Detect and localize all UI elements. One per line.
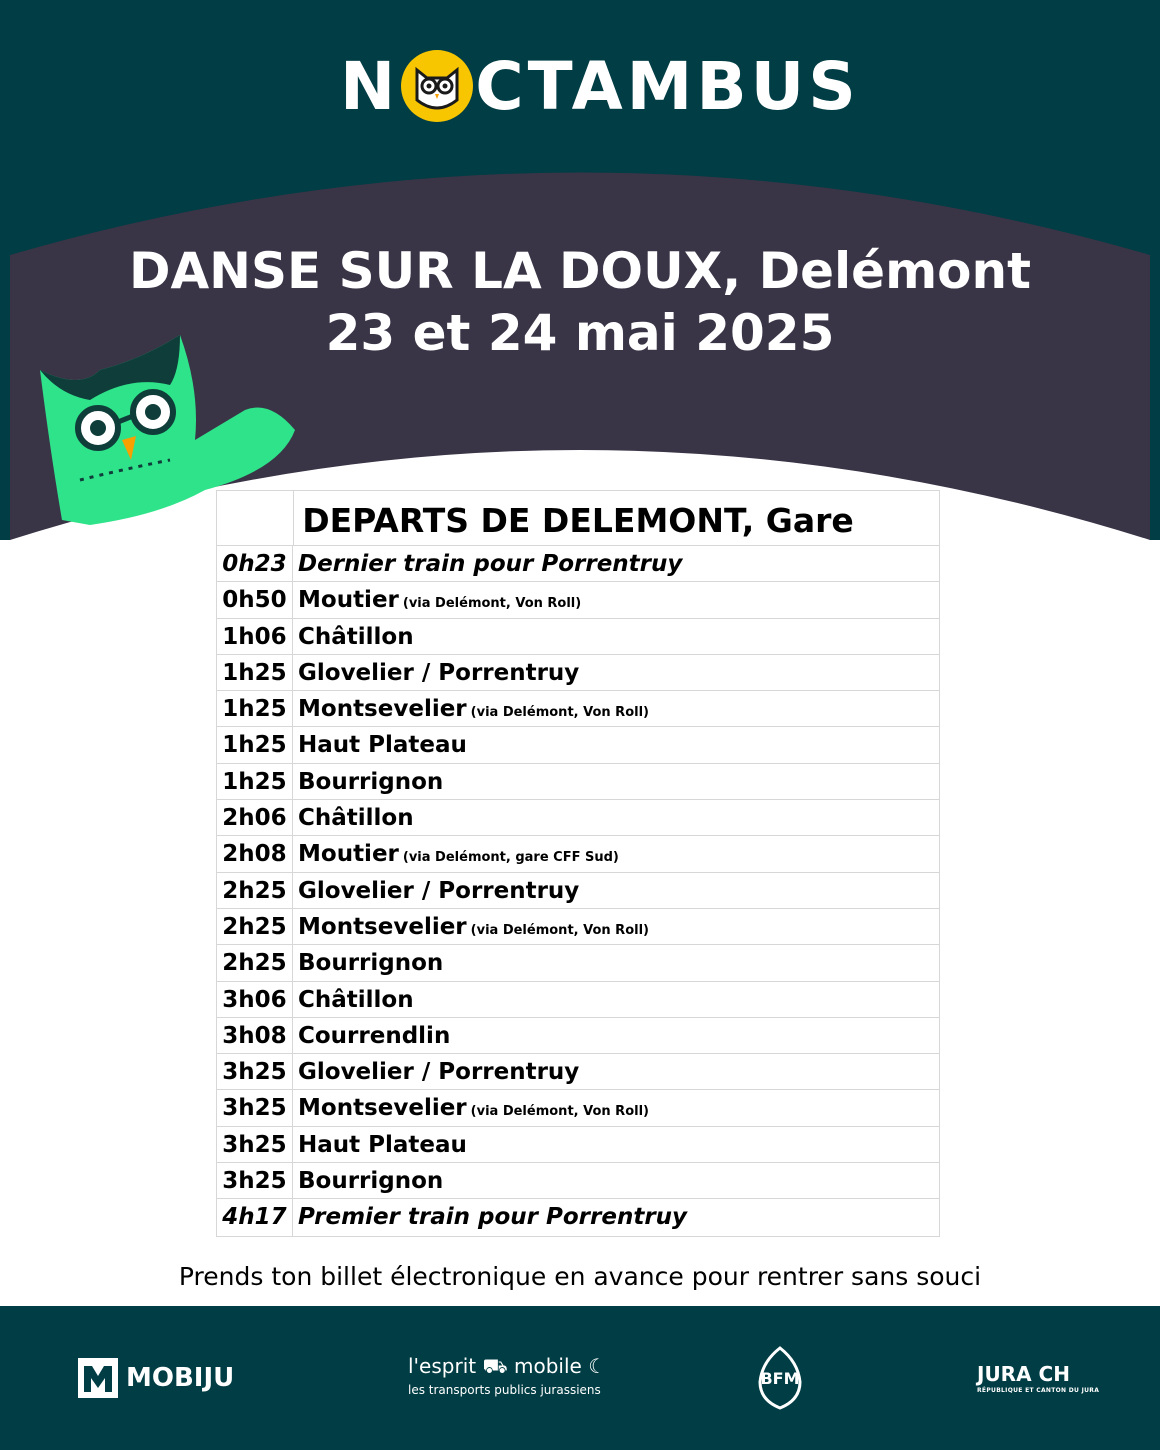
mobiju-logo [78, 1358, 234, 1398]
event-title-line1: DANSE SUR LA DOUX, Delémont [128, 242, 1032, 300]
destination-name: Haut Plateau [298, 732, 467, 759]
destination [293, 1163, 443, 1198]
departure-time: 3h25 [217, 1127, 293, 1162]
destination-name: Bourrignon [298, 768, 444, 795]
destination [293, 1199, 687, 1235]
moon-icon: ☾ [588, 1354, 607, 1378]
destination-name: Dernier train pour Porrentruy [298, 551, 683, 577]
esprit-mobile-subtitle: les transports publics jurassiens [408, 1383, 601, 1397]
destination [293, 546, 682, 581]
departure-time: 2h06 [217, 800, 293, 835]
event-date: 23 et 24 mai 2025 [325, 304, 835, 362]
destination [293, 836, 619, 871]
bus-icon: ⛟ [482, 1354, 508, 1378]
departure-time: 3h25 [217, 1163, 293, 1198]
table-row [217, 945, 939, 981]
table-row [217, 982, 939, 1018]
table-row [217, 836, 939, 872]
destination [293, 582, 581, 617]
route-note: (via Delémont, Von Roll) [402, 596, 582, 612]
logo-text-right: CTAMBUS [475, 47, 860, 125]
destination [293, 1018, 450, 1053]
destination [293, 655, 579, 690]
destination [293, 619, 414, 654]
route-note: (via Delémont, gare CFF Sud) [402, 850, 619, 866]
departures-list [217, 546, 939, 1236]
destination-name: Bourrignon [298, 1168, 444, 1195]
table-heading: DEPARTS DE DELEMONT, Gare [302, 501, 854, 540]
departure-time: 1h25 [217, 764, 293, 799]
departure-time: 2h25 [217, 945, 293, 980]
departure-time: 0h50 [217, 582, 293, 617]
departure-time: 1h25 [217, 727, 293, 762]
departure-time: 1h25 [217, 691, 293, 726]
table-row [217, 546, 939, 582]
destination-name: Moutier [298, 587, 399, 614]
jura-label: JURA CH [977, 1362, 1070, 1386]
table-row [217, 582, 939, 618]
destination [293, 873, 579, 908]
table-row [217, 1054, 939, 1090]
destination [293, 727, 467, 762]
destination [293, 764, 443, 799]
table-row [217, 909, 939, 945]
destination-name: Bourrignon [298, 950, 444, 977]
table-row [217, 691, 939, 727]
table-row [217, 873, 939, 909]
destination-name: Châtillon [298, 805, 414, 832]
departure-time: 1h25 [217, 655, 293, 690]
destination [293, 945, 443, 980]
mobiju-m-icon [78, 1358, 118, 1398]
table-row [217, 619, 939, 655]
departure-time: 2h25 [217, 873, 293, 908]
departure-time: 4h17 [217, 1199, 293, 1235]
noctambus-logo [340, 46, 860, 126]
destination-name: Montsevelier [298, 1095, 467, 1122]
destination [293, 800, 414, 835]
esprit-mobile-logo: l'esprit ⛟ mobile ☾ les transports publics jurassiens [408, 1354, 607, 1397]
departure-time: 0h23 [217, 546, 293, 581]
table-row [217, 655, 939, 691]
jura-logo [977, 1362, 1099, 1394]
destination-name: Glovelier / Porrentruy [298, 877, 580, 904]
route-note: (via Delémont, Von Roll) [470, 705, 649, 721]
mobiju-label: MOBIJU [126, 1363, 235, 1393]
table-row [217, 1090, 939, 1126]
destination-name: Glovelier / Porrentruy [298, 1059, 580, 1086]
table-row [217, 1163, 939, 1199]
departure-time: 2h25 [217, 909, 293, 944]
destination [293, 982, 414, 1017]
destination-name: Châtillon [298, 986, 414, 1013]
destination-name: Haut Plateau [298, 1131, 467, 1158]
bfm-label: BFM [760, 1369, 800, 1388]
table-row [217, 1127, 939, 1163]
destination-name: Châtillon [298, 623, 414, 650]
table-row [217, 727, 939, 763]
table-row [217, 1018, 939, 1054]
destination-name: Montsevelier [298, 913, 467, 940]
destination [293, 1054, 579, 1089]
logo-text-left: N [340, 47, 400, 125]
destination-name: Glovelier / Porrentruy [298, 659, 580, 686]
destination [293, 691, 649, 726]
departure-time: 3h25 [217, 1090, 293, 1125]
destination-name: Premier train pour Porrentruy [298, 1204, 688, 1231]
destination [293, 1127, 467, 1162]
departure-time: 1h06 [217, 619, 293, 654]
table-header [217, 491, 939, 546]
destination-name: Courrendlin [298, 1022, 451, 1049]
destination [293, 909, 649, 944]
jura-subtitle: RÉPUBLIQUE ET CANTON DU JURA [977, 1387, 1100, 1394]
departures-table [216, 490, 940, 1237]
table-row [217, 764, 939, 800]
departure-time: 3h06 [217, 982, 293, 1017]
route-note: (via Delémont, Von Roll) [470, 1104, 649, 1120]
destination-name: Montsevelier [298, 696, 467, 723]
departure-time: 2h08 [217, 836, 293, 871]
table-row [217, 1199, 939, 1235]
footer-note: Prends ton billet électronique en avance pour rentrer sans souci [178, 1262, 982, 1291]
bfm-logo [752, 1344, 808, 1416]
table-row [217, 800, 939, 836]
departure-time: 3h25 [217, 1054, 293, 1089]
destination [293, 1090, 649, 1125]
departure-time: 3h08 [217, 1018, 293, 1053]
destination-name: Moutier [298, 841, 399, 868]
owl-logo-icon [401, 50, 473, 122]
route-note: (via Delémont, Von Roll) [470, 922, 649, 938]
